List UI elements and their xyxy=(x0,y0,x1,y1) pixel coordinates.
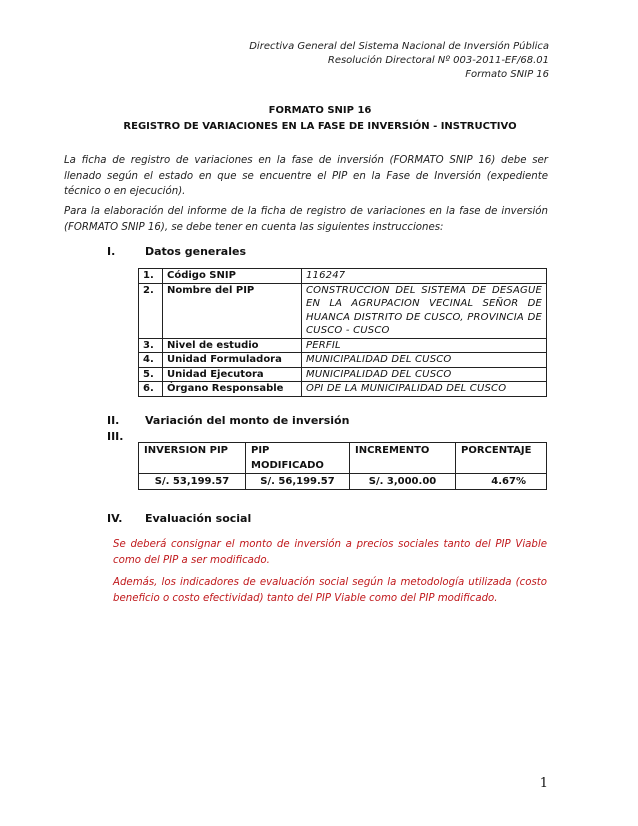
column-header: PORCENTAJE xyxy=(456,443,547,474)
row-number: 3. xyxy=(139,338,163,353)
table-row xyxy=(139,283,547,338)
title-registro: REGISTRO DE VARIACIONES EN LA FASE DE INVERSIÓN - INSTRUCTIVO xyxy=(123,121,517,132)
table-row xyxy=(139,353,547,368)
row-label: Unidad Ejecutora xyxy=(163,367,302,382)
intro-paragraph-2: Para la elaboración del informe de la ficha de registro de variaciones en la fase de inversión (FORMATO SNIP 16), se debe tener en cuenta las siguientes instrucciones: xyxy=(64,206,548,233)
row-number: 5. xyxy=(139,367,163,382)
row-label: Código SNIP xyxy=(163,269,302,284)
header-resolution: Resolución Directoral Nº 003-2011-EF/68.01 xyxy=(327,55,549,66)
evaluacion-instruction-1: Se deberá consignar el monto de inversión a precios sociales tanto del PIP Viable como del PIP a ser modificado. xyxy=(113,539,547,566)
row-label: Órgano Responsable xyxy=(163,382,302,397)
row-value: PERFIL xyxy=(302,338,547,353)
section-title: Datos generales xyxy=(145,245,246,258)
row-number: 6. xyxy=(139,382,163,397)
section-numeral: I. xyxy=(107,245,116,258)
document-header xyxy=(249,40,549,82)
cell-incremento: S/. 3,000.00 xyxy=(350,474,456,490)
row-label: Unidad Formuladora xyxy=(163,353,302,368)
document-title xyxy=(64,103,576,135)
variacion-table xyxy=(138,442,547,490)
section-numeral: IV. xyxy=(107,512,123,525)
row-value: MUNICIPALIDAD DEL CUSCO xyxy=(302,353,547,368)
column-header: PIP MODIFICADO xyxy=(246,443,350,474)
row-value: MUNICIPALIDAD DEL CUSCO xyxy=(302,367,547,382)
title-format: FORMATO SNIP 16 xyxy=(268,105,372,116)
table-header-row xyxy=(139,443,547,474)
section-title: Variación del monto de inversión xyxy=(145,414,350,427)
section-title: Evaluación social xyxy=(145,512,252,525)
evaluacion-instruction-2: Además, los indicadores de evaluación social según la metodología utilizada (costo beneficio o costo efectividad) tanto del PIP Viable como del PIP modificado. xyxy=(113,577,547,604)
table-row xyxy=(139,338,547,353)
table-row xyxy=(139,382,547,397)
row-value: CONSTRUCCION DEL SISTEMA DE DESAGUE EN LA AGRUPACION VECINAL SEÑOR DE HUANCA DISTRITO DE CUSCO, PROVINCIA DE CUSCO - CUSCO xyxy=(302,283,547,338)
cell-porcentaje: 4.67% xyxy=(456,474,547,490)
section-numeral: III. xyxy=(107,430,124,443)
cell-inversion-pip: S/. 53,199.57 xyxy=(139,474,246,490)
column-header: INCREMENTO xyxy=(350,443,456,474)
row-label: Nombre del PIP xyxy=(163,283,302,338)
column-header: INVERSION PIP xyxy=(139,443,246,474)
header-directive: Directiva General del Sistema Nacional de Inversión Pública xyxy=(249,41,549,52)
header-format: Formato SNIP 16 xyxy=(465,69,549,80)
row-value: OPI DE LA MUNICIPALIDAD DEL CUSCO xyxy=(302,382,547,397)
section-numeral: II. xyxy=(107,414,120,427)
row-label: Nivel de estudio xyxy=(163,338,302,353)
datos-generales-table xyxy=(138,268,547,397)
cell-pip-modificado: S/. 56,199.57 xyxy=(246,474,350,490)
table-row xyxy=(139,269,547,284)
row-number: 2. xyxy=(139,283,163,338)
page-number: 1 xyxy=(539,776,548,791)
table-row xyxy=(139,474,547,490)
row-value: 116247 xyxy=(302,269,547,284)
table-row xyxy=(139,367,547,382)
row-number: 4. xyxy=(139,353,163,368)
intro-paragraph-1: La ficha de registro de variaciones en la fase de inversión (FORMATO SNIP 16) debe ser llenado según el estado en que se encuentre el PIP en la Fase de Inversión (expediente técnico o en ejecución). xyxy=(64,155,548,197)
row-number: 1. xyxy=(139,269,163,284)
